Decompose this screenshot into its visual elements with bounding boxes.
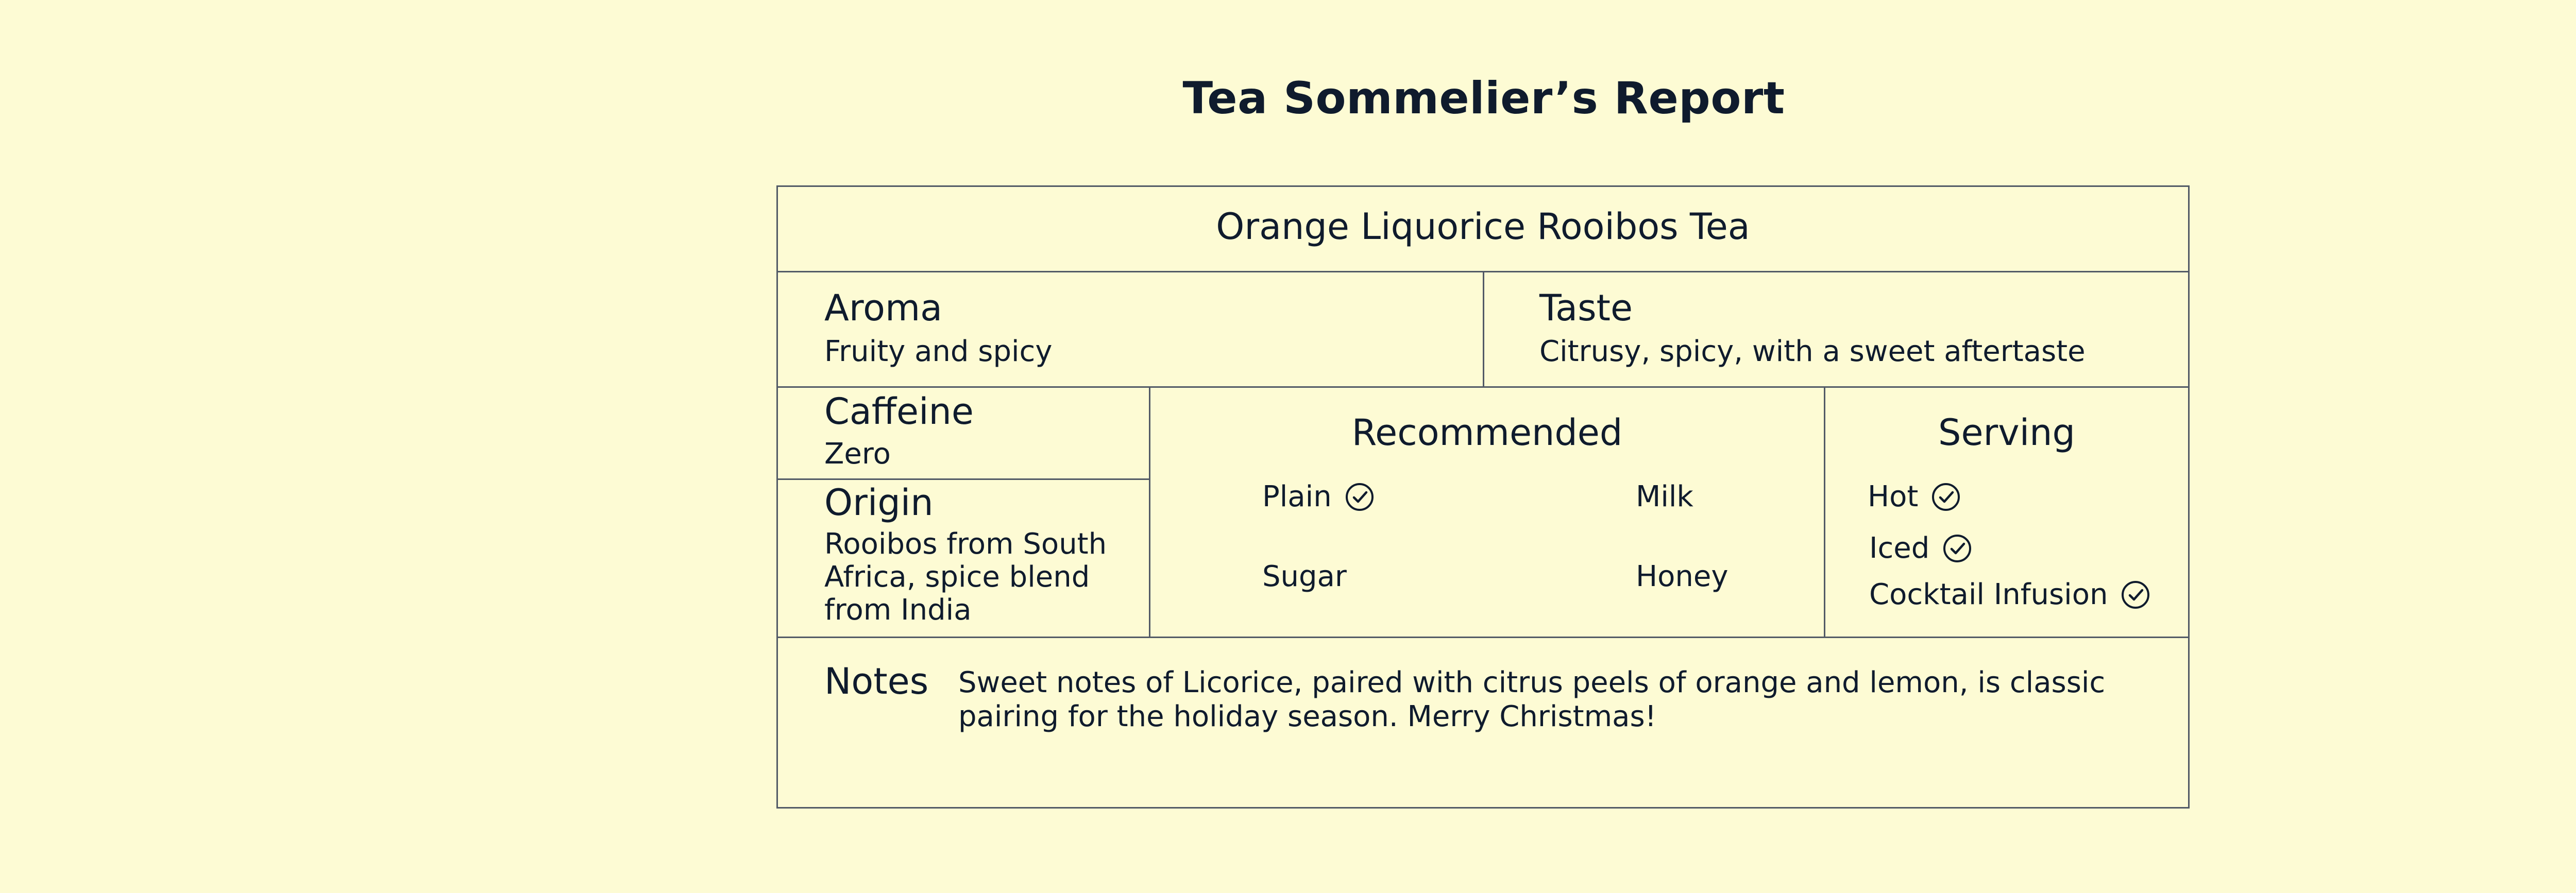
serving-option-cocktail-infusion bbox=[1869, 578, 2151, 611]
tea-report-card bbox=[776, 185, 2190, 809]
notes-value: Sweet notes of Licorice, paired with citrus peels of orange and lemon, is classic pairing for the holiday season. Merry Christmas! bbox=[958, 666, 2106, 733]
recommended-option-plain bbox=[1262, 480, 1375, 513]
origin-label: Origin bbox=[824, 482, 934, 524]
serving-label: Serving bbox=[1938, 411, 2075, 454]
notes-label: Notes bbox=[824, 660, 929, 702]
tea-name: Orange Liquorice Rooibos Tea bbox=[1216, 205, 1750, 248]
option-label: Honey bbox=[1636, 560, 1728, 593]
origin-value: Rooibos from South Africa, spice blend from India bbox=[824, 527, 1107, 627]
aroma-value: Fruity and spicy bbox=[824, 335, 1053, 368]
divider bbox=[778, 637, 2188, 638]
serving-option-hot bbox=[1868, 480, 1961, 513]
check-circle-icon bbox=[2120, 579, 2151, 610]
option-label: Iced bbox=[1869, 531, 1930, 565]
option-label: Milk bbox=[1636, 480, 1693, 513]
taste-value: Citrusy, spicy, with a sweet aftertaste bbox=[1539, 335, 2086, 368]
caffeine-value: Zero bbox=[824, 437, 891, 471]
divider bbox=[778, 478, 1150, 480]
option-label: Hot bbox=[1868, 480, 1919, 513]
check-circle-icon bbox=[1344, 482, 1375, 512]
aroma-label: Aroma bbox=[824, 287, 943, 329]
serving-option-iced bbox=[1869, 532, 1973, 565]
recommended-option-sugar bbox=[1262, 560, 1347, 593]
recommended-option-milk bbox=[1636, 480, 1693, 513]
option-label: Sugar bbox=[1262, 560, 1347, 593]
caffeine-label: Caffeine bbox=[824, 390, 974, 433]
check-circle-icon bbox=[1930, 482, 1961, 512]
recommended-option-honey bbox=[1636, 560, 1728, 593]
taste-label: Taste bbox=[1539, 287, 1633, 329]
check-circle-icon bbox=[1942, 533, 1973, 564]
page-title: Tea Sommelier’s Report bbox=[1182, 73, 1785, 124]
divider bbox=[1483, 271, 1484, 387]
option-label: Plain bbox=[1262, 480, 1332, 513]
option-label: Cocktail Infusion bbox=[1869, 578, 2108, 611]
recommended-label: Recommended bbox=[1351, 411, 1623, 454]
